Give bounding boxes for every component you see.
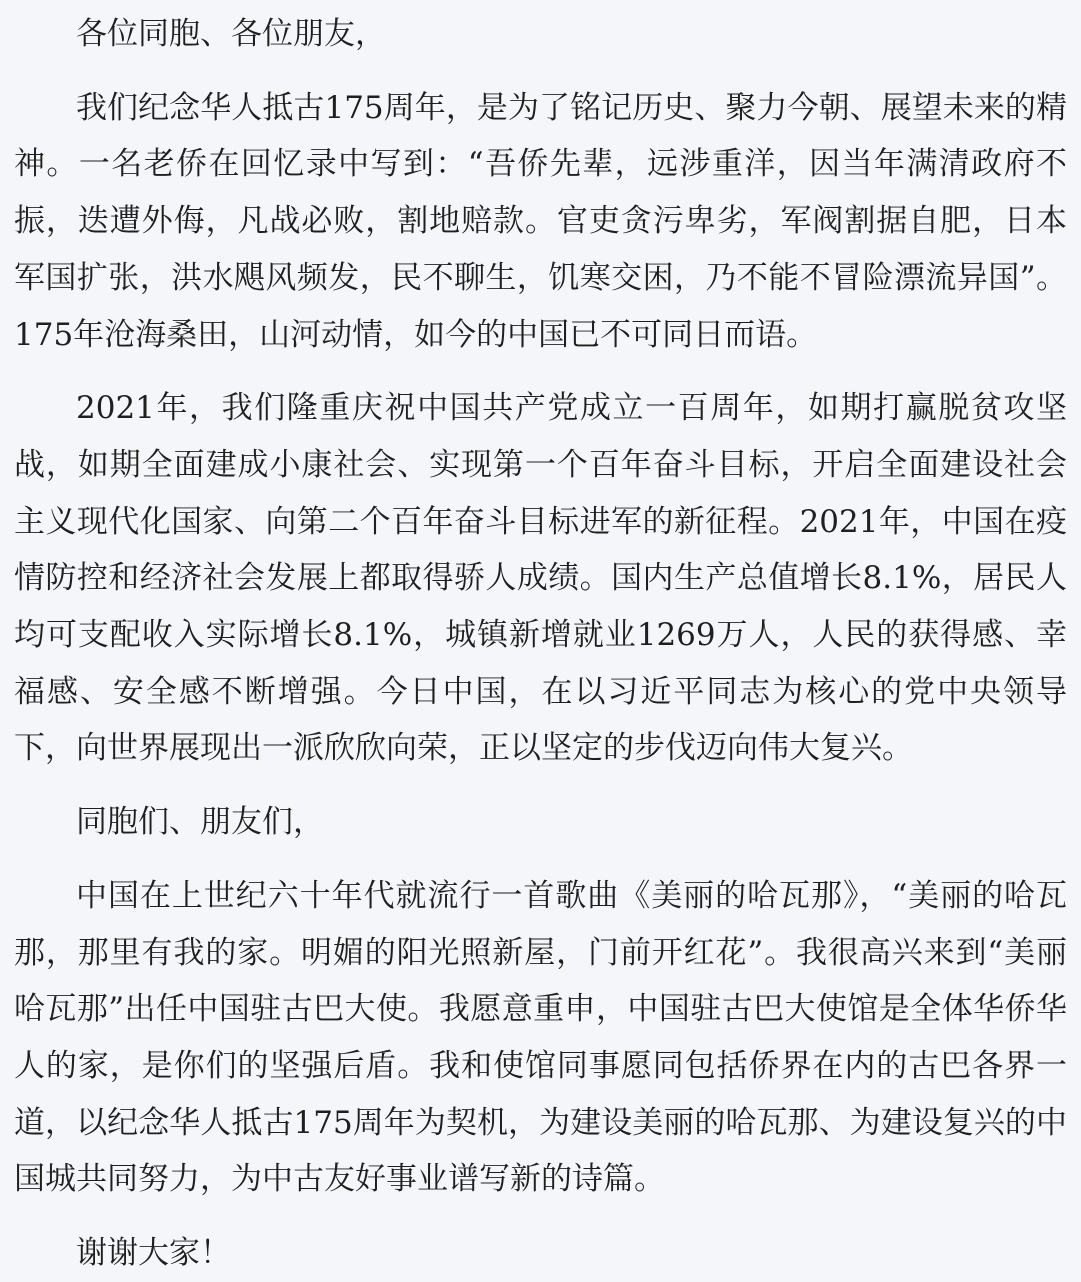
address-paragraph: 同胞们、朋友们， bbox=[76, 804, 324, 841]
greeting-paragraph: 各位同胞、各位朋友， bbox=[76, 16, 386, 52]
achievements-paragraph: 2021年，我们隆重庆祝中国共产党成立一百周年，如期打赢脱贫攻坚战，如期全面建成小康社会、实现第一个百年奋斗目标，开启全面建设社会主义现代化国家、向第二个百年奋斗目标进军的新征程。2021年，中国在疫情防控和经济社会发展上都取得骄人成绩。国内生产总值增长8.1%，居民人均可支配收入实际增长8.1%，城镇新增就业1269万人，人民的获得感、幸福感、安全感不断增强。今日中国，在以习近平同志为核心的党中央领导下，向世界展现出一派欣欣向荣，正以坚定的步伐迈向伟大复兴。 bbox=[14, 390, 1067, 767]
closing-paragraph: 谢谢大家！ bbox=[76, 1235, 231, 1272]
havana-paragraph: 中国在上世纪六十年代就流行一首歌曲《美丽的哈瓦那》，“美丽的哈瓦那，那里有我的家。明媚的阳光照新屋，门前开红花”。我很高兴来到“美丽哈瓦那”出任中国驻古巴大使。我愿意重申，中国驻古巴大使馆是全体华侨华人的家，是你们的坚强后盾。我和使馆同事愿同包括侨界在内的古巴各界一道，以纪念华人抵古175周年为契机，为建设美丽的哈瓦那、为建设复兴的中国城共同努力，为中古友好事业谱写新的诗篇。 bbox=[14, 877, 1067, 1198]
speech-document bbox=[14, 6, 1067, 1282]
anniversary-paragraph: 我们纪念华人抵古175周年，是为了铭记历史、聚力今朝、展望未来的精神。一名老侨在回忆录中写到：“吾侨先辈，远涉重洋，因当年满清政府不振，迭遭外侮，凡战必败，割地赔款。官吏贪污卑劣，军阀割据自肥，日本军国扩张，洪水飓风频发，民不聊生，饥寒交困，乃不能不冒险漂流异国”。175年沧海桑田，山河动情，如今的中国已不可同日而语。 bbox=[14, 89, 1067, 353]
